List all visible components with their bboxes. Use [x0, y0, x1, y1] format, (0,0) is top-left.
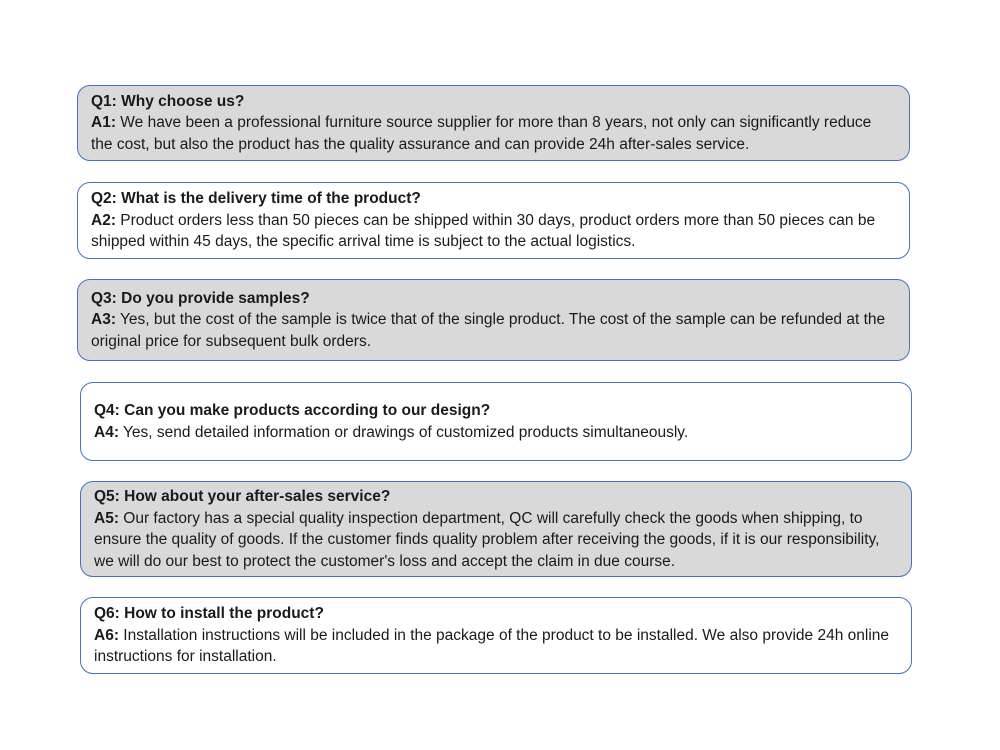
faq-question: Q6: How to install the product?: [94, 605, 324, 623]
faq-answer-label: A5:: [94, 509, 119, 527]
faq-answer-text: We have been a professional furniture source supplier for more than 8 years, not only can significantly reduce the cost, but also the product has the quality assurance and can provide 24h after-sales service.: [91, 114, 872, 153]
faq-answer: [94, 508, 899, 573]
faq-question: Q2: What is the delivery time of the product?: [91, 190, 421, 208]
faq-item-5: [80, 481, 912, 577]
faq-item-1: [77, 85, 910, 161]
faq-answer-label: A2:: [91, 211, 116, 229]
faq-item-4: [80, 382, 912, 461]
faq-answer: [91, 112, 897, 155]
faq-answer-text: Yes, but the cost of the sample is twice that of the single product. The cost of the sample can be refunded at the original price for subsequent bulk orders.: [91, 311, 886, 350]
faq-question: Q3: Do you provide samples?: [91, 289, 310, 307]
faq-question: Q4: Can you make products according to our design?: [94, 402, 491, 419]
faq-item-2: [77, 182, 910, 259]
faq-answer-label: A6:: [94, 626, 119, 644]
faq-answer: [94, 625, 899, 668]
faq-question: Q1: Why choose us?: [91, 92, 245, 110]
faq-answer: [91, 309, 897, 352]
faq-item-6: [80, 597, 912, 674]
faq-answer-label: A4:: [94, 423, 119, 441]
faq-answer-label: A1:: [91, 114, 116, 132]
faq-answer: [91, 210, 897, 253]
faq-answer-text: Yes, send detailed information or drawings of customized products simultaneously.: [118, 423, 689, 441]
faq-answer-text: Our factory has a special quality inspection department, QC will carefully check the goods when shipping, to ensure the quality of goods. If the customer finds quality problem after receiving the goods, if it is our responsibility, we will do our best to protect the customer's loss and accept the claim in due course.: [94, 509, 880, 570]
faq-answer: [94, 422, 899, 444]
faq-item-3: [77, 279, 910, 361]
faq-question: Q5: How about your after-sales service?: [94, 488, 391, 505]
faq-answer-text: Product orders less than 50 pieces can be shipped within 30 days, product orders more than 50 pieces can be shipped within 45 days, the specific arrival time is subject to the actual logistics.: [91, 211, 876, 251]
faq-answer-text: Installation instructions will be included in the package of the product to be installed. We also provide 24h online instructions for installation.: [94, 626, 890, 666]
faq-answer-label: A3:: [91, 311, 116, 329]
